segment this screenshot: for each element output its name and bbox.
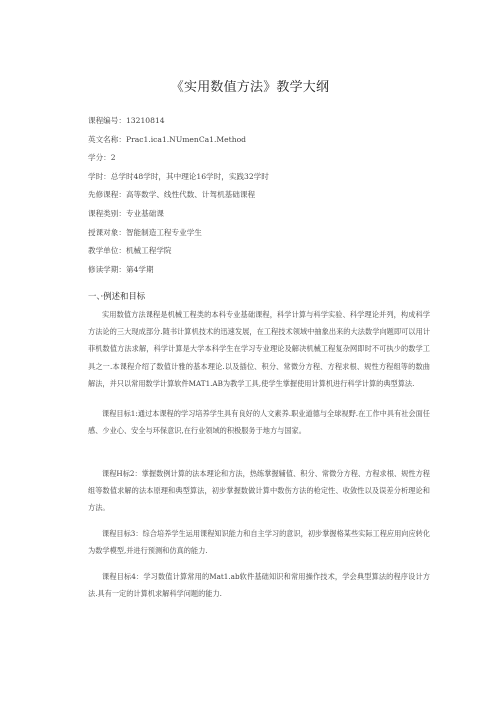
course-objective-2: 课程H标2：掌握数例计算的法本理论和方法，热练掌握辅值、积分、常微分方程、方程求根、规性方程组等数值求解的法本原理和典型算法，初步掌握数做计算中数伤方法的枪定性、收敛性以及误差分析理论和方法。	[88, 469, 430, 513]
course-category: 课程类别：专业基础课	[88, 208, 164, 218]
course-objective-1: 课程目标1:通过本课程的学习培养学生具有良好的人文素养.职业道德与全球视野.在工作中具有社会面任感、少业心、安全与环保意识,在行业领域的积极服务于地方与国家。	[88, 409, 430, 436]
course-objective-3: 课程目标3：综合培养学生运用课程知识能力和自主学习的意识，初步掌握格某些实际工程应用向应转化为数学模型,并进行预测和仿真的能力.	[88, 529, 431, 556]
english-name: 英文名称：Prac1.ica1.NUmenCa1.Method	[88, 134, 247, 144]
credits: 学分：2	[88, 153, 116, 163]
overview-paragraph: 实用数值方法课程是机械工程类的本科专业基础课程，科学计算与科学实验、科学理论并列，构成科学方法论的三大现成部分.随书计算机技术的迅速发展，在工程技术领域中抽象出来的大法数学向题即可以用计菲机数值方法求解，科学计算是大学本科学生在学习专业理论及解决机械工程复杂网即时不可执少的数学工具之一.本课程介绍了数值计雅的基本理论.以及插位、积分、常微分方程、方程求根、规性方程组等的数曲解法，并只以常用数学计算软件MAT1.AB为教学工具,使学生掌握使用计算机进行科学计算的典型算法.	[88, 310, 430, 388]
course-info-block	[88, 112, 428, 279]
class-hours: 学时：总学时48学时，其中理论16学时，实践32学时	[88, 171, 269, 181]
prerequisites: 先修课程：高等数学、线性代数、计驾机基础课程	[88, 190, 256, 200]
course-code: 课程编号：13210814	[88, 116, 165, 125]
semester: 修读学期：第4学期	[88, 264, 154, 274]
course-objective-4: 课程目标4：学习数值计算常用的Mat1.ab软件基础知识和常用操作技术，学会典型算法的程序设计方法.具有一定的计算机求解科学问题的能力.	[88, 572, 430, 599]
document-title: 《实用数值方法》教学大纲	[170, 80, 330, 95]
section-heading-overview: 一、·例述和目标	[88, 291, 146, 301]
target-students: 授课对象：智能制造工程专业学生	[88, 227, 202, 237]
teaching-unit: 教学单位：机械工程学院	[88, 246, 172, 256]
